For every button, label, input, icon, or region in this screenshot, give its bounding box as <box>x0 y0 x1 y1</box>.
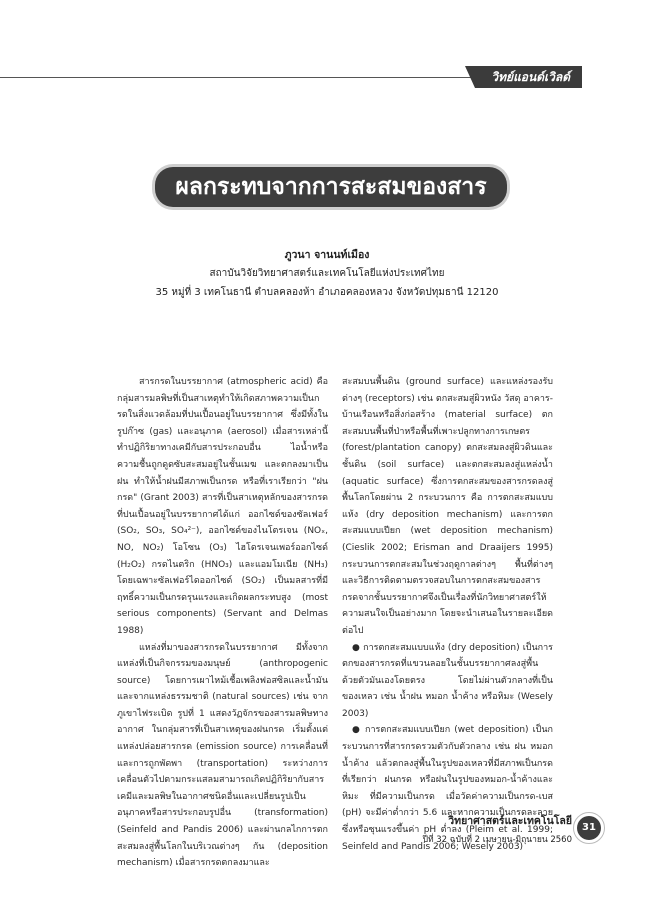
body-column-left <box>117 374 328 872</box>
body-column-right <box>342 374 553 855</box>
author-name: ภูวนา จานนท์เมือง <box>284 249 370 261</box>
author-address: 35 หมู่ที่ 3 เทคโนธานี ตำบลคลองห้า อำเภอคลองหลวง จังหวัดปทุมธานี 12120 <box>155 287 499 298</box>
article-title-banner <box>155 167 507 240</box>
paragraph: สะสมบนพื้นดิน (ground surface) และแหล่งรองรับต่างๆ (receptors) เช่น ตกสะสมสู่ผิวหนัง วัสดุ อาคาร-บ้านเรือนหรือสิ่งก่อสร้าง (material surface) ตกสะสมบนพื้นที่ป่าหรือพื้นที่เพาะปลูกทางการเกษตร (forest/plantation canopy) ตกสะสมลงสู่ผิวดินและชั้นดิน (soil surface) และตกสะสมลงสู่แหล่งน้ำ (aquatic surface) ซึ่งการตกสะสมของสารกรดลงสู่พื้นโลกโดยผ่าน 2 กระบวนการ คือ การตกสะสมแบบแห้ง (dry deposition mechanism) และการตกสะสมแบบเปียก (wet deposition mechanism) (Cieslik 2002; Erisman and Draaijers 1995) กระบวนการตกสะสมในช่วงฤดูกาลต่างๆ พื้นที่ต่างๆ และวิธีการติดตามตรวจสอบในการตกสะสมของสารกรดจากชั้นบรรยากาศจึงเป็นเรื่องที่นักวิทยาศาสตร์ให้ความสนใจเป็นอย่างมาก โดยจะนำเสนอในรายละเอียดต่อไป <box>342 377 553 636</box>
page-number: 31 <box>577 816 601 840</box>
footer-magazine-name: วิทยาศาสตร์และเทคโนโลยี <box>448 815 572 827</box>
paragraph: แหล่งที่มาของสารกรดในบรรยากาศ มีทั้งจากแหล่งที่เป็นกิจกรรมของมนุษย์ (anthropogenic source) โดยการเผาไหม้เชื้อเพลิงฟอสซิลและน้ำมัน และจากแหล่งธรรมชาติ (natural sources) เช่น จากภูเขาไฟระเบิด รูปที่ 1 แสดงวัฏจักรของสารมลพิษทางอากาศ ในกลุ่มสารที่เป็นสาเหตุของฝนกรด เริ่มตั้งแต่แหล่งปล่อยสารกรด (emission source) การเคลื่อนที่และการถูกพัดพา (transportation) ระหว่างการเคลื่อนตัวไปตามกระแสลมสามารถเกิดปฏิกิริยากับสารเคมีและมลพิษในอากาศชนิดอื่นและเปลี่ยนรูปเป็นอนุภาคหรือสารประกอบรูปอื่น (transformation) (Seinfeld and Pandis 2006) และผ่านกลไกการตกสะสมลงสู่พื้นโลกในบริเวณต่างๆ กัน (deposition mechanism) เมื่อสารกรดตกลงมาและ <box>117 642 328 869</box>
footer-issue: ปีที่ 32 ฉบับที่ 2 เมษายน-มิถุนายน 2560 <box>422 835 572 845</box>
section-label: วิทย์แอนด์เวิลด์ <box>475 66 582 88</box>
paragraph: สารกรดในบรรยากาศ (atmospheric acid) คือ กลุ่มสารมลพิษที่เป็นสาเหตุทำให้เกิดสภาพความเป็นกรดในสิ่งแวดล้อมที่ปนเปื้อนอยู่ในบรรยากาศ ซึ่งมีทั้งในรูปก๊าซ (gas) และอนุภาค (aerosol) เมื่อสารเหล่านี้ทำปฏิกิริยาทางเคมีกับสารประกอบอื่น ไอน้ำหรือความชื้นถูกดูดซับสะสมอยู่ในชั้นเมฆ และตกลงมาเป็นฝน ทำให้น้ำฝนมีสภาพเป็นกรด หรือที่เราเรียกว่า "ฝนกรด" (Grant 2003) สารที่เป็นสาเหตุหลักของสารกรดที่ปนเปื้อนอยู่ในบรรยากาศได้แก่ ออกไซด์ของซัลเฟอร์ (SO₂, SO₃, SO₄²⁻), ออกไซด์ของไนโตรเจน (NOₓ, NO, NO₂) โอโซน (O₃) ไฮโดรเจนเพอร์ออกไซด์ (H₂O₂) กรดไนตริก (HNO₃) และแอมโมเนีย (NH₃) โดยเฉพาะซัลเฟอร์ไดออกไซด์ (SO₂) เป็นมลสารที่มีฤทธิ์ความเป็นกรดรุนแรงและเกิดผลกระทบสูง (most serious components) (Servant and Delmas 1988) <box>117 377 328 636</box>
bullet-paragraph: ● การตกสะสมแบบแห้ง (dry deposition) เป็นการตกของสารกรดที่แขวนลอยในชั้นบรรยากาศลงสู่พื้นด้วยตัวมันเองโดยตรง โดยไม่ผ่านตัวกลางที่เป็นของเหลว เช่น น้ำฝน หมอก น้ำค้าง หรือหิมะ (Wesely 2003) <box>342 642 553 719</box>
author-affiliation: สถาบันวิจัยวิทยาศาสตร์และเทคโนโลยีแห่งประเทศไทย <box>209 268 445 279</box>
article-title: ผลกระทบจากการสะสมของสารกรด <box>175 174 487 240</box>
bullet-paragraph: ● การตกสะสมแบบเปียก (wet deposition) เป็นกระบวนการที่สารกรดรวมตัวกับตัวกลาง เช่น ฝน หมอก น้ำค้าง แล้วตกลงสู่พื้นในรูปของเหลวที่มีสภาพเป็นกรด ที่เรียกว่า ฝนกรด หรือฝนในรูปของหมอก-น้ำค้างและหิมะ ที่มีความเป็นกรด เมื่อวัดค่าความเป็นกรด-เบส (pH) จะมีค่าต่ำกว่า 5.6 และหากความเป็นกรดละลายซึ่งหรือซุนแรงขึ้นค่า pH ต่ำลง (Pleim et al. 1999; Seinfeld and Pandis 2006; Wesely 2003) <box>342 725 553 852</box>
